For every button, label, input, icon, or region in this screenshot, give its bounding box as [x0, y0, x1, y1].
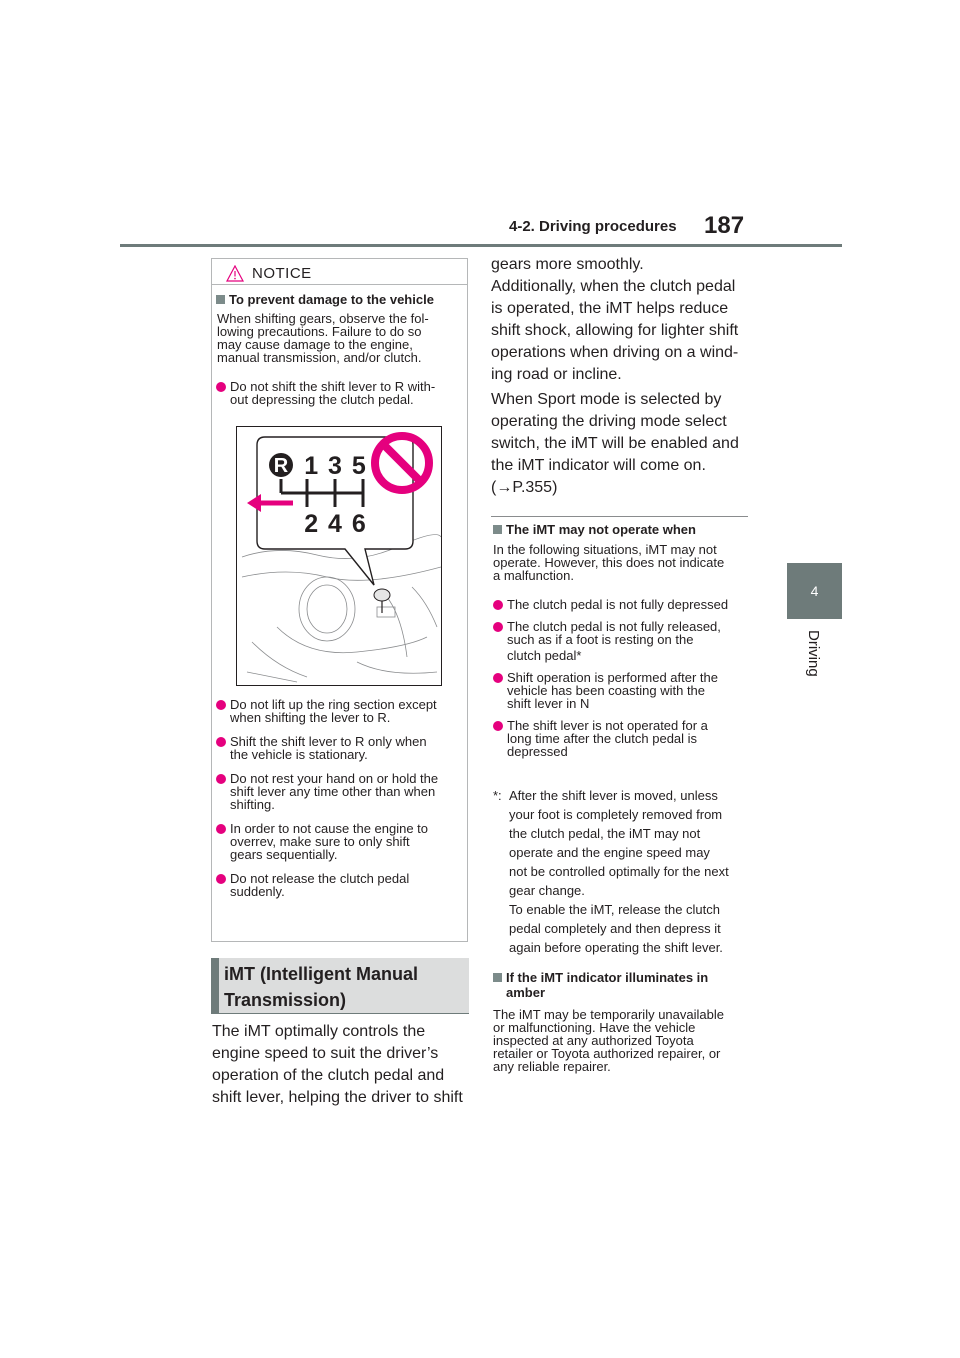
section-title: iMT (Intelligent Manual Transmission): [224, 964, 418, 1010]
notice-intro: When shifting gears, observe the fol- lowing precautions. Failure to do so may cause damage to the engine, manual transmission, and/or clutch.: [217, 311, 429, 365]
footnote: *: After the shift lever is moved, unless your foot is completely removed from the clutch pedal, the iMT may not operate and the engine speed may not be controlled optimally for the next gear change. To enable the iMT, release the clutch pedal completely and then depress it again before operating the shift lever.: [493, 788, 729, 955]
bullet-dot-icon: [216, 874, 226, 884]
notice-bullet: In order to not cause the engine to overrev, make sure to only shift gears sequentially.: [216, 822, 466, 861]
not-operate-bullet: Shift operation is performed after the vehicle has been coasting with the shift lever in N: [493, 671, 751, 710]
gear-shift-drawing: [237, 427, 441, 685]
not-operate-bullet: The shift lever is not operated for a long time after the clutch pedal is depressed: [493, 719, 751, 758]
imt-description-left: The iMT optimally controls the engine speed to suit the driver’s operation of the clutch pedal and shift lever, helping the driver to shift: [212, 1023, 463, 1106]
section-heading-accent: [211, 958, 219, 1014]
imt-description-right: gears more smoothly. Additionally, when the clutch pedal is operated, the iMT helps reduce shift shock, allowing for lighter shift operations when driving on a wind- ing road or incline.: [491, 256, 739, 383]
subsection-heading-amber: If the iMT indicator illuminates in amber: [493, 970, 749, 1000]
notice-bullet: Shift the shift lever to R only when the vehicle is stationary.: [216, 735, 466, 761]
warning-triangle-icon: [226, 265, 244, 282]
sport-mode-paragraph: When Sport mode is selected by operating the driving mode select switch, the iMT will be enabled and the iMT indicator will come on. (→P.355): [491, 389, 761, 499]
bullet-dot-icon: [493, 600, 503, 610]
bullet-dot-icon: [216, 737, 226, 747]
gear-bottom-labels: 2 4 6: [304, 510, 366, 538]
shift-pattern-illustration: [236, 426, 442, 686]
notice-header: [226, 262, 468, 284]
not-operate-bullet: The clutch pedal is not fully released, such as if a foot is resting on the clutch pedal*: [493, 620, 751, 662]
chapter-label-text: Driving: [805, 630, 822, 677]
bullet-dot-icon: [493, 673, 503, 683]
bullet-dot-icon: [216, 700, 226, 710]
square-bullet-icon: [216, 295, 225, 304]
section-heading-underline: [211, 1013, 469, 1014]
notice-separator: [211, 284, 468, 285]
page-number: 187: [704, 212, 745, 239]
page-reference-link[interactable]: (→P.355): [491, 479, 558, 496]
not-operate-intro: In the following situations, iMT may not operate. However, this does not indicate a malfunction.: [493, 542, 725, 583]
not-operate-bullets: [493, 598, 751, 758]
bullet-dot-icon: [216, 382, 226, 392]
notice-title: NOTICE: [252, 264, 312, 282]
square-bullet-icon: [493, 525, 502, 534]
reverse-gear-label: R: [273, 455, 289, 477]
bullet-dot-icon: [216, 824, 226, 834]
bullet-dot-icon: [493, 622, 503, 632]
subsection-heading-not-operate: The iMT may not operate when: [493, 522, 749, 537]
subsection-rule: [491, 516, 748, 517]
notice-heading: To prevent damage to the vehicle: [216, 292, 466, 307]
gear-top-labels: 1 3 5: [304, 452, 366, 480]
bullet-dot-icon: [493, 721, 503, 731]
notice-bullet: Do not lift up the ring section except when shifting the lever to R.: [216, 698, 466, 724]
notice-bullet: Do not rest your hand on or hold the shift lever any time other than when shifting.: [216, 772, 466, 811]
notice-bullet: Do not shift the shift lever to R with- out depressing the clutch pedal.: [216, 380, 466, 406]
chapter-number: 4: [810, 583, 819, 599]
notice-bullet-list: [216, 698, 466, 898]
amber-body: The iMT may be temporarily unavailable or malfunctioning. Have the vehicle inspected at any authorized Toyota retailer or Toyota authorized repairer, or any reliable repairer.: [493, 1007, 724, 1074]
not-operate-bullet: The clutch pedal is not fully depressed: [493, 598, 751, 611]
notice-bullet: Do not release the clutch pedal suddenly.: [216, 872, 466, 898]
running-header-section: 4-2. Driving procedures: [509, 218, 677, 235]
footnote-mark: *:: [493, 788, 502, 803]
chapter-tab: [787, 563, 842, 619]
header-rule: [120, 244, 842, 247]
chapter-label: [805, 630, 828, 690]
bullet-dot-icon: [216, 774, 226, 784]
square-bullet-icon: [493, 973, 502, 982]
